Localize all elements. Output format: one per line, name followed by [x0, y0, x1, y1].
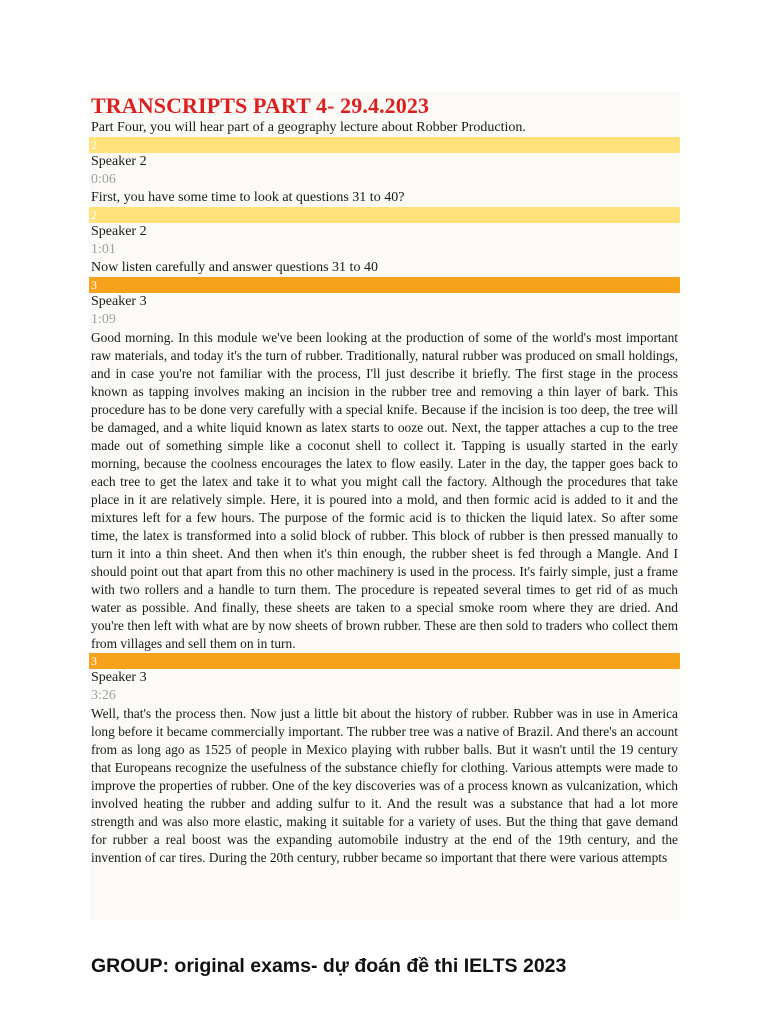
transcript-sheet [89, 92, 680, 920]
speaker-label: Speaker 2 [91, 224, 147, 239]
segment-text: First, you have some time to look at questions 31 to 40? [91, 190, 405, 205]
segment-text: Good morning. In this module we've been looking at the production of some of the world's most important raw materials, and today it's the turn of rubber. Traditionally, natural rubber was produced on small holdings, and in case you're not familiar with the process, I'll just describe it briefly. The first stage in the process known as tapping involves making an incision in the rubber tree and removing a thin layer of bark. This procedure has to be done very carefully with a special knife. Because if the incision is too deep, the tree will be damaged, and a white liquid known as latex starts to ooze out. Next, the tapper attaches a cup to the tree made out of something simple like a coconut shell to collect it. Tapping is usually started in the early morning, because the coolness encourages the latex to flow easily. Later in the day, the tapper goes back to each tree to get the latex and take it to what you might call the factory. Although the procedures that take place in it are relatively simple. Here, it is poured into a mold, and then formic acid is added to it and the mixtures left for a few hours. The purpose of the formic acid is to thicken the liquid latex. So after some time, the latex is transformed into a solid block of rubber. This block of rubber is then pressed manually to turn it into a thin sheet. And then when it's thin enough, the rubber sheet is fed through a Mangle. And I should point out that apart from this no other machinery is used in the process. It's fairly simple, just a frame with two rollers and a handle to turn them. The procedure is repeated several times to get rid of as much water as possible. And finally, these sheets are taken to a special smoke room where they are dried. And you're then left with what are by now sheets of brown rubber. These are then sold to traders who collect them from villages and sell them on in turn. [91, 330, 678, 651]
segment-1 [89, 137, 680, 207]
page-title: TRANSCRIPTS PART 4- 29.4.2023 [91, 93, 430, 118]
timestamp: 0:06 [91, 172, 116, 187]
intro-text: Part Four, you will hear part of a geography lecture about Robber Production. [91, 120, 526, 135]
speaker-label: Speaker 3 [91, 294, 147, 309]
timestamp: 1:01 [91, 242, 116, 257]
segment-text: Well, that's the process then. Now just a little bit about the history of rubber. Rubber was in use in America long before it became commercially important. The rubber tree was a native of Brazil. And there's an account from as long ago as 1525 of people in Mexico playing with rubber balls. But it wasn't until the 19 century that Europeans recognize the usefulness of the substance chiefly for clothing. Various attempts were made to improve the properties of rubber. One of the key discoveries was of a process known as vulcanization, which involved heating the rubber and adding sulfur to it. And the result was a substance that had a lot more strength and was also more elastic, making it suitable for a variety of uses. But the thing that gave demand for rubber a real boost was the expanding automobile industry at the end of the 19th century, and the invention of car tires. During the 20th century, rubber became so important that there were various attempts [91, 706, 678, 865]
timestamp: 1:09 [91, 312, 116, 327]
segment-band: 3 [89, 653, 680, 669]
speaker-label: Speaker 2 [91, 154, 147, 169]
segment-band: 2 [89, 207, 680, 223]
segment-band: 3 [89, 277, 680, 293]
segment-2 [89, 207, 680, 277]
speaker-label: Speaker 3 [91, 670, 147, 685]
segment-text: Now listen carefully and answer questions 31 to 40 [91, 260, 378, 275]
group-footer: GROUP: original exams- dự đoán đề thi IELTS 2023 [91, 955, 567, 977]
segment-band: 2 [89, 137, 680, 153]
segment-3 [89, 277, 680, 653]
segment-4 [89, 653, 680, 867]
timestamp: 3:26 [91, 688, 116, 703]
